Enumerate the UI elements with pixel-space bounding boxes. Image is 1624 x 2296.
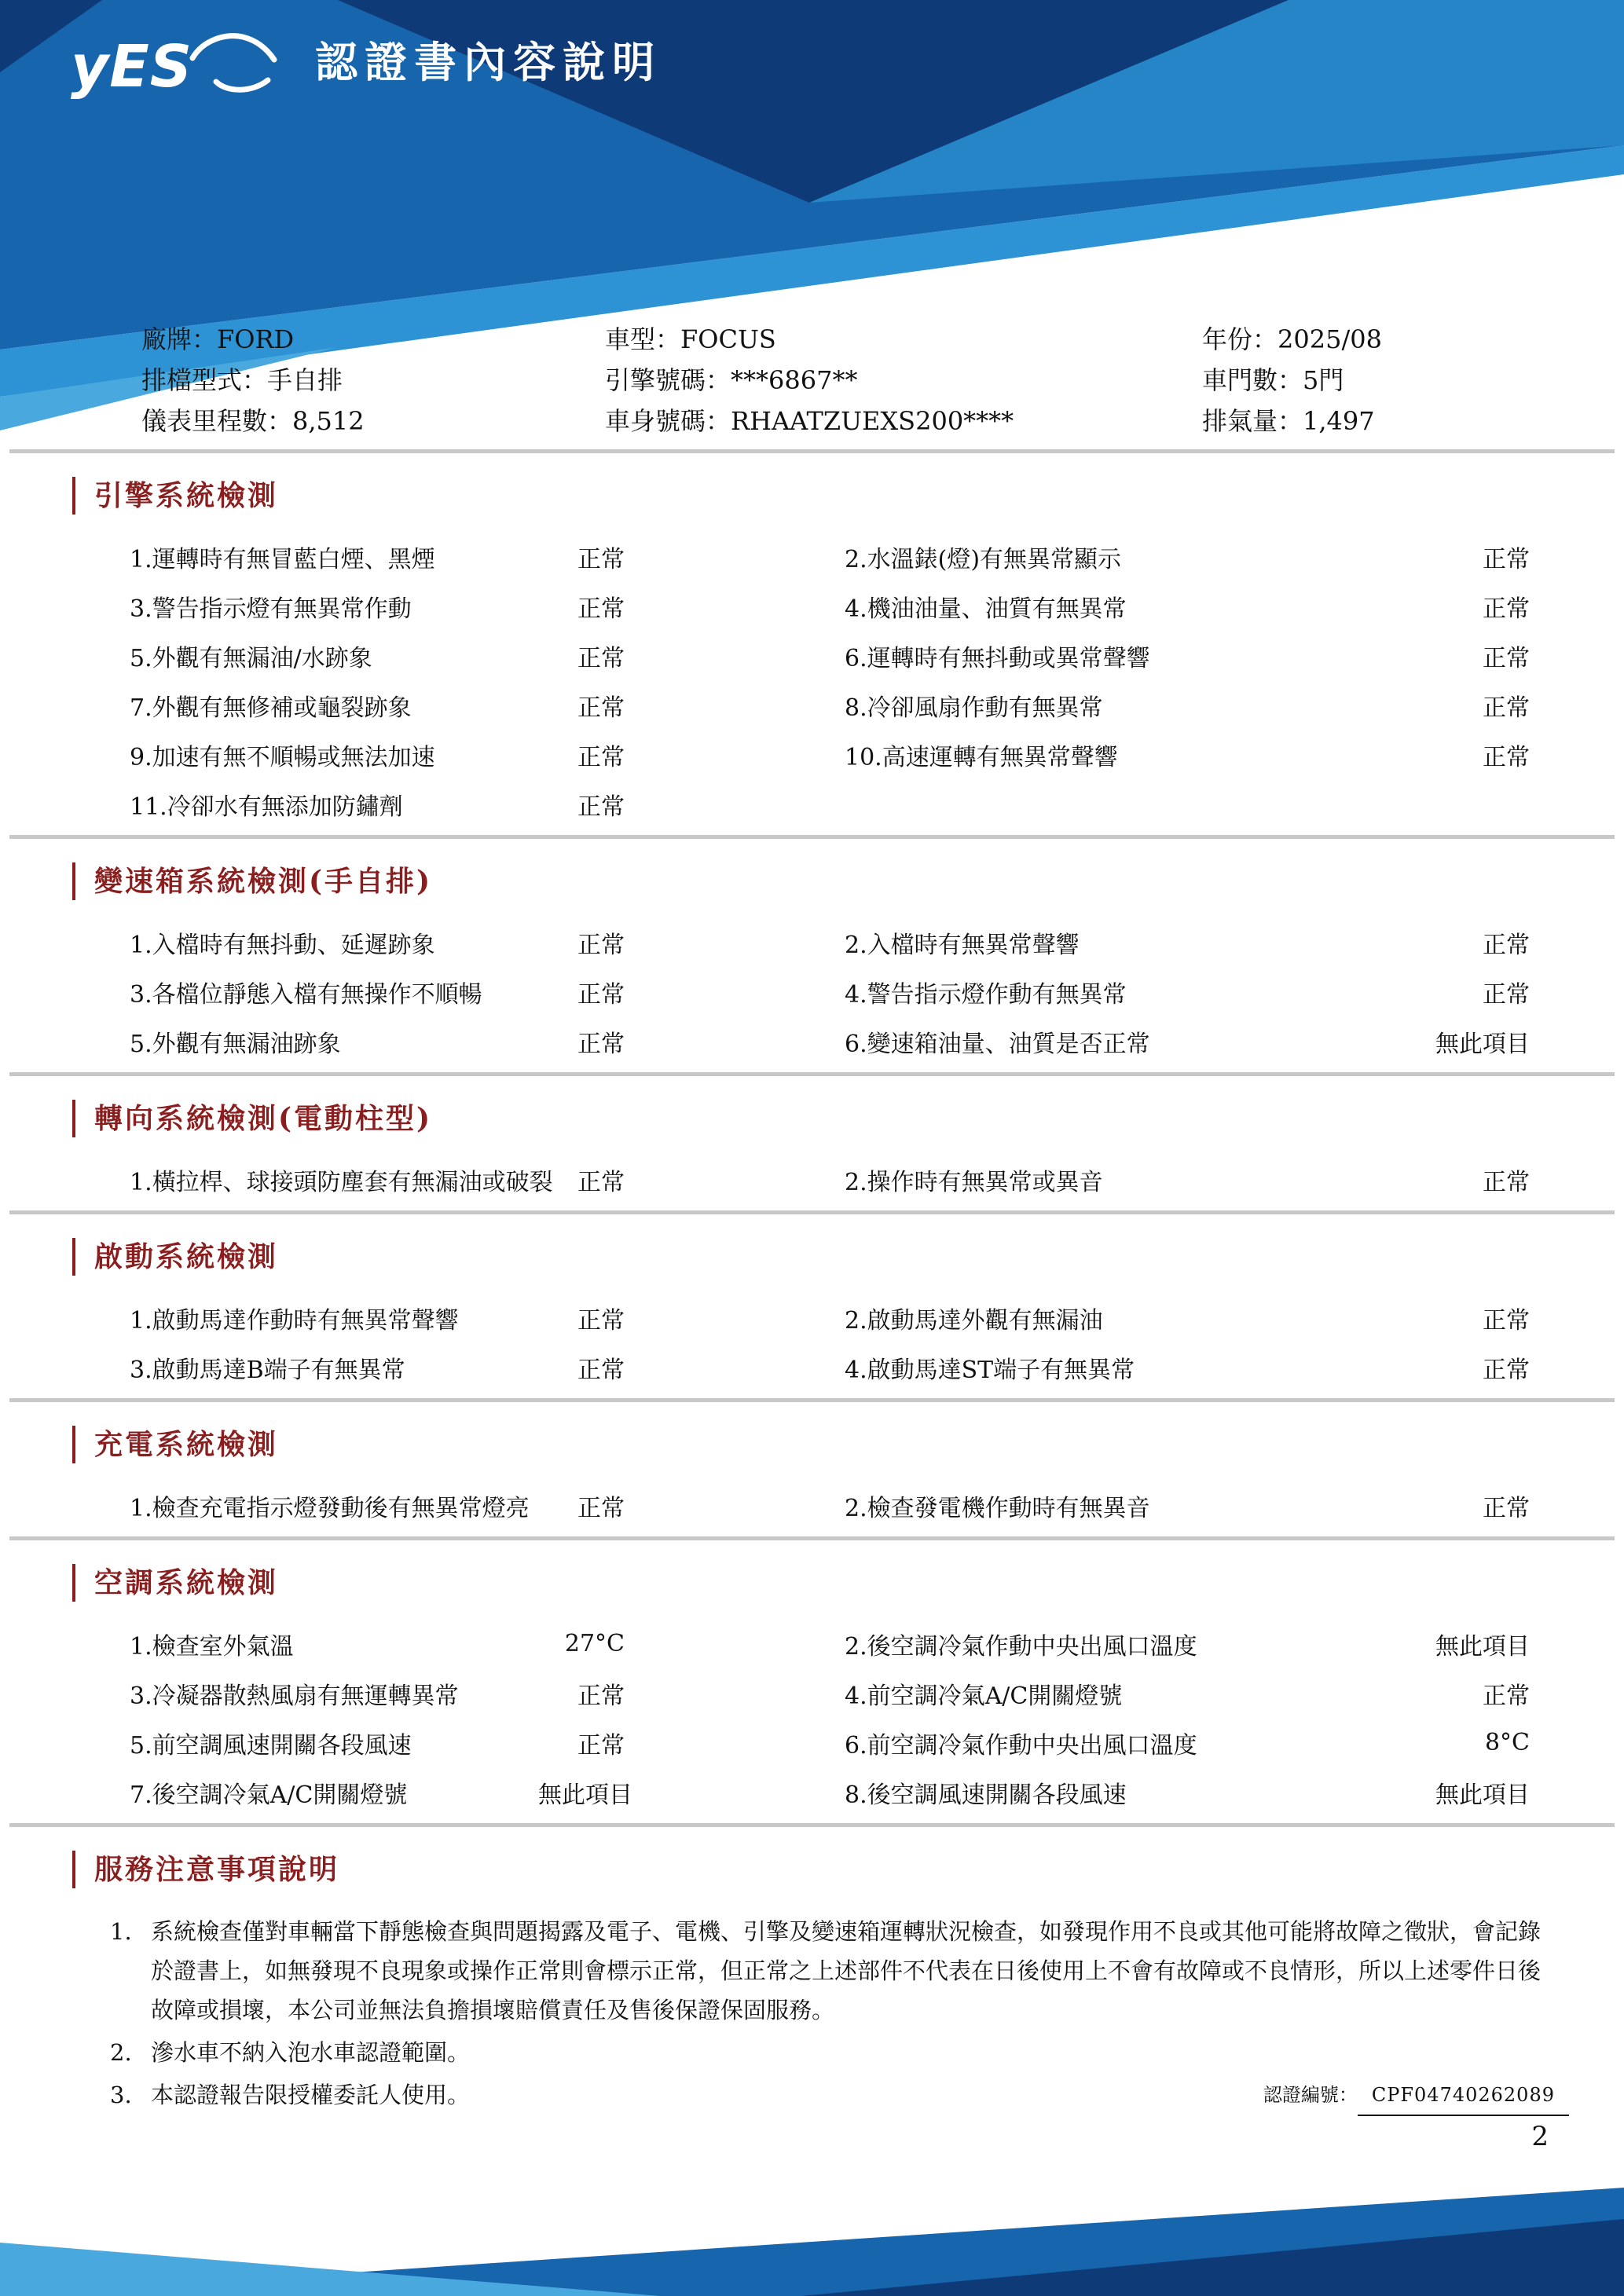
info-label: 年份： xyxy=(1202,324,1278,354)
section-title xyxy=(72,1238,1624,1276)
notes-title-text: 服務注意事項說明 xyxy=(94,1853,340,1886)
inspection-row xyxy=(130,1342,1530,1392)
inspection-row xyxy=(130,1155,1530,1204)
info-cell xyxy=(141,404,605,438)
inspection-item-status: 正常 xyxy=(1483,743,1530,771)
inspection-item-status: 無此項目 xyxy=(538,1781,632,1809)
inspection-item-status: 正常 xyxy=(1483,1168,1530,1196)
info-label: 車身號碼： xyxy=(605,406,731,436)
inspection-item-status: 正常 xyxy=(577,1030,625,1058)
inspection-item-status: 8°C xyxy=(1484,1729,1530,1756)
notes-section xyxy=(0,1851,1624,2116)
section-title-bar xyxy=(72,1851,75,1888)
inspection-item-status: 正常 xyxy=(577,1494,625,1522)
inspection-section xyxy=(0,477,1624,839)
inspection-item-label: 5.外觀有無漏油/水跡象 xyxy=(130,644,372,672)
inspection-row xyxy=(130,631,1530,680)
inspection-item-status: 無此項目 xyxy=(1435,1632,1530,1661)
note-text: 本認證報告限授權委託人使用。 xyxy=(151,2082,471,2108)
info-label: 車門數： xyxy=(1202,365,1303,395)
section-divider xyxy=(9,835,1615,839)
info-value: 1,497 xyxy=(1303,406,1375,436)
section-title-text: 變速箱系統檢測(手自排) xyxy=(94,865,433,898)
inspection-item-status: 正常 xyxy=(577,644,625,672)
inspection-item-label: 5.前空調風速開關各段風速 xyxy=(130,1731,412,1760)
inspection-rows xyxy=(0,917,1624,1066)
note-text: 系統檢查僅對車輛當下靜態檢查與問題揭露及電子、電機、引擎及變速箱運轉狀況檢查，如發現作用不良或其他可能將故障之徵狀，會記錄於證書上，如無發現不良現象或操作正常則會標示正常，但正常之上述部件不代表在日後使用上不會有故障或不良情形，所以上述零件日後故障或損壞，本公司並無法負擔損壞賠償責任及售後保證保固服務。 xyxy=(151,1918,1542,2023)
info-cell xyxy=(605,404,1202,438)
inspection-item-label: 6.變速箱油量、油質是否正常 xyxy=(845,1030,1150,1058)
inspection-item-label: 5.外觀有無漏油跡象 xyxy=(130,1030,341,1058)
notes-list xyxy=(0,1912,1624,2116)
info-label: 排檔型式： xyxy=(141,365,268,395)
inspection-item-status: 正常 xyxy=(1483,931,1530,959)
inspection-item-label: 6.前空調冷氣作動中央出風口溫度 xyxy=(845,1731,1197,1760)
inspection-item-label: 1.檢查充電指示燈發動後有無異常燈亮 xyxy=(130,1494,530,1522)
inspection-row xyxy=(130,1481,1530,1530)
inspection-item-label: 1.橫拉桿、球接頭防塵套有無漏油或破裂 xyxy=(130,1168,553,1196)
inspection-row xyxy=(130,581,1530,631)
inspection-item-label: 3.啟動馬達B端子有無異常 xyxy=(130,1356,405,1384)
inspection-item-label: 2.操作時有無異常或異音 xyxy=(845,1168,1103,1196)
section-title-bar xyxy=(72,1238,75,1276)
inspection-rows xyxy=(0,1481,1624,1530)
inspection-item-label: 9.加速有無不順暢或無法加速 xyxy=(130,743,435,771)
inspection-item-label: 1.入檔時有無抖動、延遲跡象 xyxy=(130,931,435,959)
info-cell xyxy=(605,322,1202,357)
section-title-bar xyxy=(72,477,75,514)
inspection-section xyxy=(0,1100,1624,1214)
cert-label: 認證編號： xyxy=(1263,2084,1358,2106)
inspection-row xyxy=(130,917,1530,967)
info-cell xyxy=(141,322,605,357)
inspection-row xyxy=(130,680,1530,730)
info-value: FOCUS xyxy=(680,324,776,354)
inspection-item-label: 8.冷卻風扇作動有無異常 xyxy=(845,694,1103,722)
inspection-item-status: 正常 xyxy=(1483,694,1530,722)
section-divider xyxy=(9,449,1615,453)
inspection-item-label: 4.警告指示燈作動有無異常 xyxy=(845,980,1127,1009)
inspection-row xyxy=(130,1668,1530,1718)
inspection-item-label: 3.冷凝器散熱風扇有無運轉異常 xyxy=(130,1682,459,1710)
inspection-item-label: 2.啟動馬達外觀有無漏油 xyxy=(845,1306,1103,1335)
inspection-item-status: 正常 xyxy=(1483,1306,1530,1335)
vehicle-info xyxy=(141,322,1593,438)
inspection-item-label: 4.機油油量、油質有無異常 xyxy=(845,595,1127,623)
section-divider xyxy=(9,1072,1615,1076)
info-value: 5門 xyxy=(1303,365,1344,395)
section-title xyxy=(72,1426,1624,1463)
cert-number xyxy=(1263,2075,1569,2116)
inspection-item-label: 2.檢查發電機作動時有無異音 xyxy=(845,1494,1150,1522)
inspection-row xyxy=(130,1767,1530,1817)
inspection-rows xyxy=(0,532,1624,829)
inspection-section xyxy=(0,1426,1624,1540)
note-item xyxy=(110,2033,1569,2072)
section-title-text: 轉向系統檢測(電動柱型) xyxy=(94,1102,433,1135)
inspection-row xyxy=(130,1619,1530,1668)
inspection-item-label: 3.各檔位靜態入檔有無操作不順暢 xyxy=(130,980,482,1009)
info-cell xyxy=(1202,363,1593,397)
info-label: 引擎號碼： xyxy=(605,365,731,395)
inspection-section xyxy=(0,1564,1624,1827)
inspection-item-label: 3.警告指示燈有無異常作動 xyxy=(130,595,412,623)
section-title-bar xyxy=(72,1426,75,1463)
info-value: ***6867** xyxy=(731,365,858,395)
section-divider xyxy=(9,1210,1615,1214)
section-title xyxy=(72,1100,1624,1137)
info-cell xyxy=(1202,404,1593,438)
inspection-item-label: 4.前空調冷氣A/C開關燈號 xyxy=(845,1682,1123,1710)
info-value: FORD xyxy=(217,324,295,354)
inspection-item-status: 正常 xyxy=(577,694,625,722)
inspection-item-status: 27°C xyxy=(564,1630,625,1657)
inspection-item-status: 正常 xyxy=(577,1356,625,1384)
inspection-item-status: 正常 xyxy=(1483,595,1530,623)
inspection-row xyxy=(130,1718,1530,1767)
note-item xyxy=(110,1912,1569,2030)
inspection-item-label: 1.啟動馬達作動時有無異常聲響 xyxy=(130,1306,459,1335)
inspection-item-status: 正常 xyxy=(577,545,625,573)
section-title-text: 引擎系統檢測 xyxy=(94,479,279,512)
info-value: 2025/08 xyxy=(1278,324,1382,354)
page-number: 2 xyxy=(1531,2121,1549,2152)
section-title-bar xyxy=(72,1100,75,1137)
info-label: 車型： xyxy=(605,324,681,354)
inspection-row xyxy=(130,1016,1530,1066)
section-title-text: 空調系統檢測 xyxy=(94,1566,279,1599)
inspection-row xyxy=(130,967,1530,1016)
inspection-item-status: 正常 xyxy=(1483,980,1530,1009)
section-title-text: 充電系統檢測 xyxy=(94,1428,279,1461)
inspection-item-status: 無此項目 xyxy=(1435,1781,1530,1809)
inspection-item-status: 正常 xyxy=(577,743,625,771)
inspection-item-status: 正常 xyxy=(577,793,625,821)
inspection-item-label: 10.高速運轉有無異常聲響 xyxy=(845,743,1118,771)
inspection-item-status: 正常 xyxy=(1483,1682,1530,1710)
inspection-item-status: 正常 xyxy=(577,1682,625,1710)
page-title: 認證書內容說明 xyxy=(315,37,662,87)
inspection-rows xyxy=(0,1155,1624,1204)
inspection-item-label: 2.水溫錶(燈)有無異常顯示 xyxy=(845,545,1122,573)
inspection-rows xyxy=(0,1293,1624,1392)
inspection-item-label: 1.檢查室外氣溫 xyxy=(130,1632,294,1661)
inspection-item-status: 正常 xyxy=(1483,1494,1530,1522)
inspection-row xyxy=(130,532,1530,581)
inspection-item-status: 正常 xyxy=(1483,644,1530,672)
info-label: 排氣量： xyxy=(1202,406,1303,436)
inspection-item-label: 7.外觀有無修補或龜裂跡象 xyxy=(130,694,412,722)
info-value: RHAATZUEXS200**** xyxy=(731,406,1014,436)
section-title xyxy=(72,1564,1624,1602)
notes-title xyxy=(72,1851,1624,1888)
inspection-item-label: 8.後空調風速開關各段風速 xyxy=(845,1781,1127,1809)
inspection-item-status: 正常 xyxy=(577,1731,625,1760)
info-cell xyxy=(605,363,1202,397)
info-value: 8,512 xyxy=(292,406,365,436)
inspection-item-label: 6.運轉時有無抖動或異常聲響 xyxy=(845,644,1150,672)
section-title xyxy=(72,862,1624,900)
inspection-item-status: 無此項目 xyxy=(1435,1030,1530,1058)
info-cell xyxy=(141,363,605,397)
inspection-section xyxy=(0,862,1624,1076)
inspection-item-status: 正常 xyxy=(577,595,625,623)
info-label: 廠牌： xyxy=(141,324,218,354)
inspection-row xyxy=(130,1293,1530,1342)
inspection-rows xyxy=(0,1619,1624,1817)
inspection-item-label: 1.運轉時有無冒藍白煙、黑煙 xyxy=(130,545,435,573)
section-title-bar xyxy=(72,862,75,900)
inspection-item-status: 正常 xyxy=(577,931,625,959)
note-text: 滲水車不納入泡水車認證範圍。 xyxy=(151,2039,471,2066)
inspection-item-status: 正常 xyxy=(577,1306,625,1335)
inspection-item-status: 正常 xyxy=(577,980,625,1009)
inspection-item-label: 4.啟動馬達ST端子有無異常 xyxy=(845,1356,1135,1384)
inspection-item-label: 2.入檔時有無異常聲響 xyxy=(845,931,1080,959)
section-title xyxy=(72,477,1624,514)
section-title-text: 啟動系統檢測 xyxy=(94,1240,279,1273)
note-number: 2. xyxy=(110,2039,132,2066)
inspection-row xyxy=(130,730,1530,779)
note-number: 1. xyxy=(110,1918,132,1945)
info-value: 手自排 xyxy=(267,365,343,395)
section-title-bar xyxy=(72,1564,75,1602)
section-divider xyxy=(9,1823,1615,1827)
footer-background-shapes xyxy=(0,2178,1624,2296)
note-number: 3. xyxy=(110,2082,132,2108)
cert-value: CPF04740262089 xyxy=(1358,2075,1569,2116)
section-divider xyxy=(9,1398,1615,1402)
inspection-item-label: 11.冷卻水有無添加防鏽劑 xyxy=(130,793,403,821)
inspection-item-status: 正常 xyxy=(1483,1356,1530,1384)
inspection-section xyxy=(0,1238,1624,1402)
inspection-row xyxy=(130,779,1530,829)
inspection-item-status: 正常 xyxy=(1483,545,1530,573)
inspection-item-label: 2.後空調冷氣作動中央出風口溫度 xyxy=(845,1632,1197,1661)
info-label: 儀表里程數： xyxy=(141,406,293,436)
info-cell xyxy=(1202,322,1593,357)
note-item xyxy=(110,2075,1569,2116)
inspection-item-status: 正常 xyxy=(577,1168,625,1196)
yes-logo-text: yES xyxy=(71,33,193,101)
sections xyxy=(0,477,1624,1827)
section-divider xyxy=(9,1536,1615,1540)
inspection-item-label: 7.後空調冷氣A/C開關燈號 xyxy=(130,1781,408,1809)
footer-banner xyxy=(0,2178,1624,2296)
